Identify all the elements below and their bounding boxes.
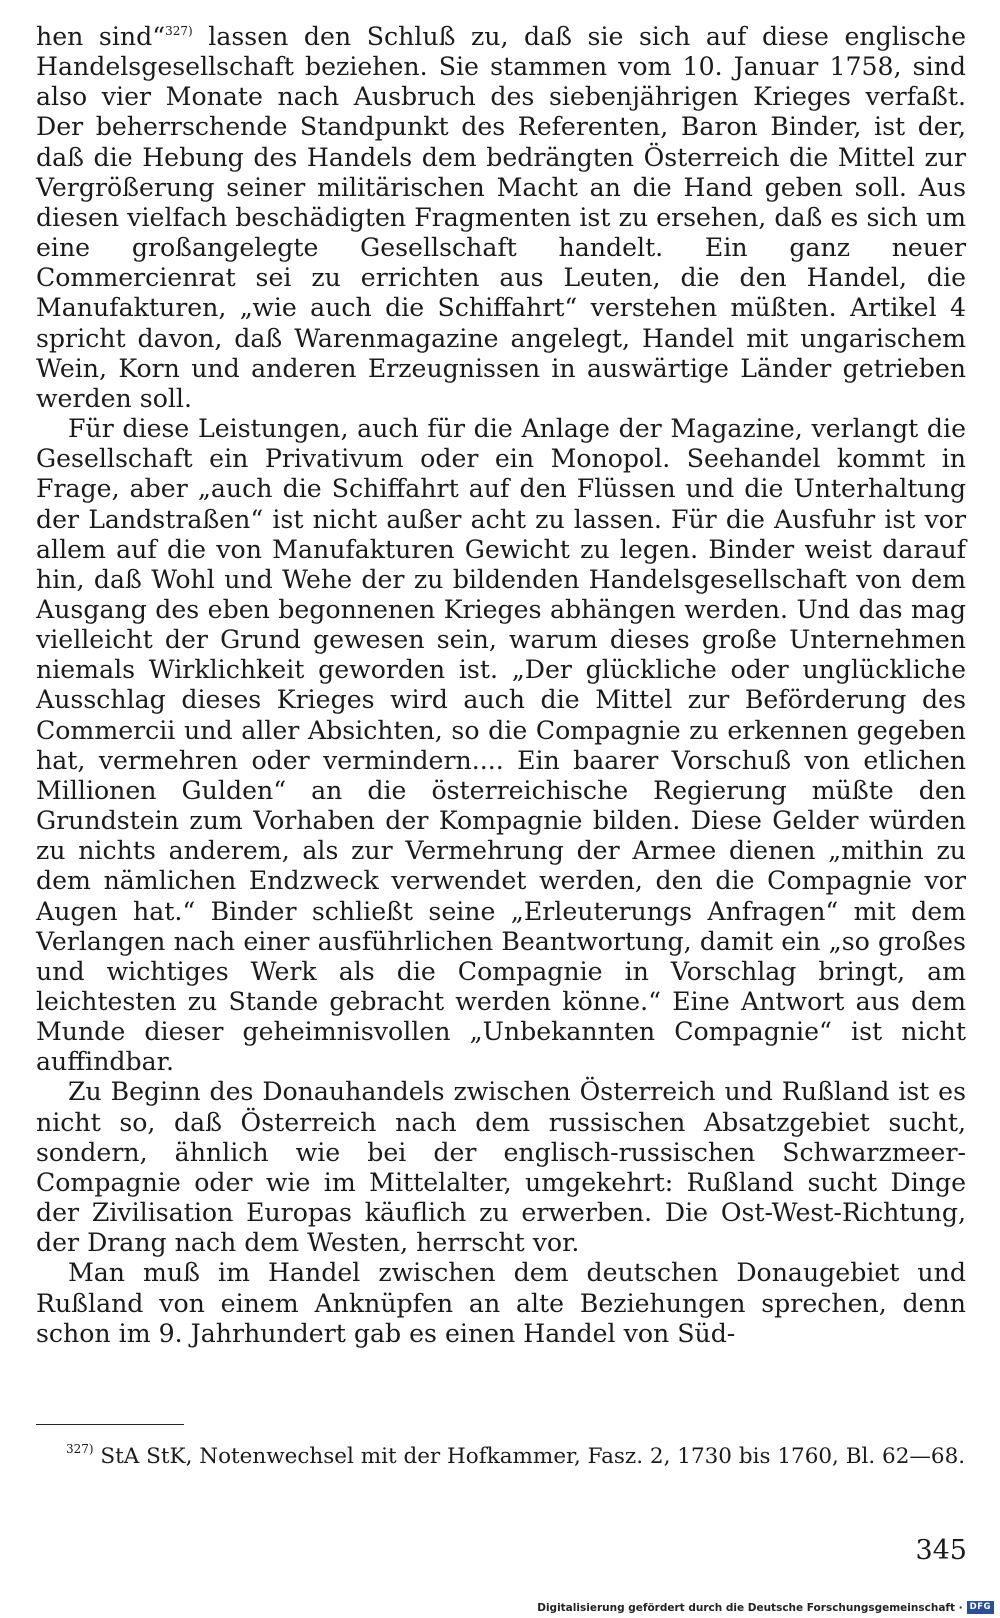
- paragraph-1-start: hen sind“: [36, 22, 166, 51]
- digitization-credit: [537, 1601, 994, 1614]
- page-number: 345: [915, 1535, 967, 1566]
- paragraph-3: Zu Beginn des Donauhandels zwischen Österreich und Rußland ist es nicht so, daß Österreich nach dem russischen Absatzgebiet sucht, sondern, ähnlich wie bei der englisch-russischen Schwarzmeer-Compagnie oder wie im Mittelalter, umgekehrt: Rußland sucht Dinge der Zivilisation Europas käuflich zu erwerben. Die Ost-West-Richtung, der Drang nach dem Westen, herrscht vor.: [36, 1077, 966, 1258]
- footnote-marker: 327): [66, 1442, 94, 1456]
- footnote-separator: [36, 1424, 184, 1425]
- paragraph-1-rest: lassen den Schluß zu, daß sie sich auf diese englische Handelsgesellschaft beziehen. Sie stammen vom 10. Januar 1758, sind also vier Monate nach Ausbruch des siebenjährigen Krieges verfaßt. Der beherrschende Standpunkt des Referenten, Baron Binder, ist der, daß die Hebung des Handels dem bedrängten Österreich die Mittel zur Vergrößerung seiner militärischen Macht an die Hand geben soll. Aus diesen vielfach beschädigten Fragmenten ist zu ersehen, daß es sich um eine großangelegte Gesellschaft handelt. Ein ganz neuer Commercienrat sei zu errichten aus Leuten, die den Handel, die Manufakturen, „wie auch die Schiffahrt“ verstehen müßten. Artikel 4 spricht davon, daß Warenmagazine angelegt, Handel mit ungarischem Wein, Korn und anderen Erzeugnissen in auswärtige Länder getrieben werden soll.: [36, 22, 966, 413]
- footnote-text: StA StK, Notenwechsel mit der Hofkammer, Fasz. 2, 1730 bis 1760, Bl. 62—68.: [93, 1444, 966, 1469]
- paragraph-4: Man muß im Handel zwischen dem deutschen Donaugebiet und Rußland von einem Anknüpfen an alte Beziehungen sprechen, denn schon im 9. Jahrhundert gab es einen Handel von Süd-: [36, 1258, 966, 1348]
- paragraph-2: Für diese Leistungen, auch für die Anlage der Magazine, verlangt die Gesellschaft ein Privativum oder ein Monopol. Seehandel kommt in Frage, aber „auch die Schiffahrt auf den Flüssen und die Unterhaltung der Landstraßen“ ist nicht außer acht zu lassen. Für die Ausfuhr ist vor allem auf die von Manufakturen Gewicht zu legen. Binder weist darauf hin, daß Wohl und Wehe der zu bildenden Handelsgesellschaft von dem Ausgang des eben begonnenen Krieges abhängen werden. Und das mag vielleicht der Grund gewesen sein, warum dieses große Unternehmen niemals Wirklichkeit geworden ist. „Der glückliche oder unglückliche Ausschlag dieses Krieges wird auch die Mittel zur Beförderung des Commercii und aller Absichten, so die Compagnie zu erkennen gegeben hat, vermehren oder vermindern.... Ein baarer Vorschuß von etlichen Millionen Gulden“ an die österreichische Regierung müßte den Grundstein zum Vorhaben der Kompagnie bilden. Diese Gelder würden zu nichts anderem, als zur Vermehrung der Armee dienen „mithin zu dem nämlichen Endzweck verwendet werden, den die Compagnie vor Augen hat.“ Binder schließt seine „Erleuterungs Anfragen“ mit dem Verlangen nach einer ausführlichen Beantwortung, damit ein „so großes und wichtiges Werk als die Compagnie in Vorschlag bringt, am leichtesten zu Stande gebracht werden könne.“ Eine Antwort aus dem Munde dieser geheimnisvollen „Unbekannten Compagnie“ ist nicht auffindbar.: [36, 414, 966, 1077]
- body-text: [36, 22, 966, 1349]
- dfg-logo: DFG: [967, 1601, 994, 1614]
- page-content: [36, 22, 966, 1349]
- credit-text: Digitalisierung gefördert durch die Deutsche Forschungsgemeinschaft ·: [537, 1601, 963, 1614]
- footnote: [36, 1442, 966, 1472]
- footnote-reference: 327): [165, 24, 193, 38]
- paragraph-1: [36, 22, 966, 414]
